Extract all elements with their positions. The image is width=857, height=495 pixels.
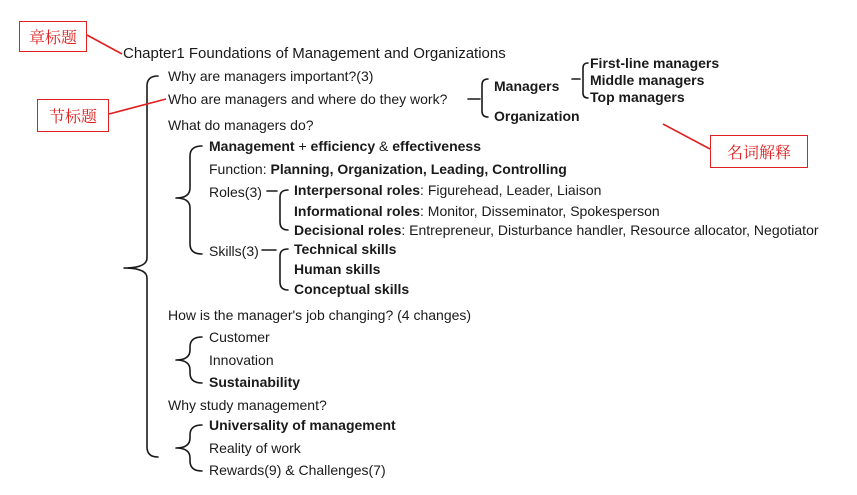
what-bracket: [176, 146, 202, 254]
role-interpersonal: [294, 181, 601, 199]
level-middle: Middle managers: [590, 72, 705, 88]
term-management: Management: [209, 138, 295, 154]
role-informational: [294, 202, 660, 220]
term-effectiveness: effectiveness: [392, 138, 481, 154]
role-name: Informational roles: [294, 203, 421, 219]
who-bracket: [468, 79, 488, 117]
section-what-do-managers-do: What do managers do?: [168, 117, 314, 133]
role-decisional: [294, 221, 819, 239]
function-list: Planning, Organization, Leading, Controlling: [270, 161, 567, 177]
change-innovation: Innovation: [209, 352, 274, 368]
ampersand: &: [375, 138, 393, 154]
skills-bracket: [262, 249, 288, 290]
level-top: Top managers: [590, 89, 685, 105]
skills-label: Skills(3): [209, 243, 259, 259]
role-name: Decisional roles: [294, 222, 402, 238]
section-why-study: Why study management?: [168, 397, 327, 413]
terms-callout-line: [663, 124, 710, 149]
role-desc: : Entrepreneur, Disturbance handler, Resource allocator, Negotiator: [401, 222, 819, 238]
roles-label: Roles(3): [209, 184, 262, 200]
plus-sign: +: [294, 138, 311, 154]
function-label: Function:: [209, 161, 271, 177]
study-bracket: [176, 425, 202, 471]
section-who-are-managers: Who are managers and where do they work?: [168, 91, 448, 107]
chapter-title-callout: 章标题: [19, 21, 87, 52]
chapter-callout-line: [87, 35, 122, 54]
term-organization: Organization: [494, 108, 580, 124]
change-sustainability: Sustainability: [209, 374, 301, 390]
term-efficiency: efficiency: [310, 138, 376, 154]
study-universality: Universality of management: [209, 417, 396, 433]
section-title-callout: 节标题: [37, 99, 109, 132]
roles-bracket: [267, 190, 288, 230]
skill-conceptual: Conceptual skills: [294, 281, 410, 297]
section-job-changing: How is the manager's job changing? (4 changes): [168, 307, 472, 323]
levels-bracket: [572, 63, 588, 98]
role-desc: : Monitor, Disseminator, Spokesperson: [420, 203, 660, 219]
term-managers: Managers: [494, 78, 560, 94]
role-desc: : Figurehead, Leader, Liaison: [420, 182, 602, 198]
terms-callout: 名词解释: [710, 135, 808, 168]
skill-technical: Technical skills: [294, 241, 397, 257]
chapter-title: Chapter1 Foundations of Management and Organizations: [123, 45, 506, 62]
section-why-important: Why are managers important?(3): [168, 68, 374, 84]
change-customer: Customer: [209, 329, 270, 345]
section-callout-line: [109, 99, 166, 114]
skill-human: Human skills: [294, 261, 381, 277]
role-name: Interpersonal roles: [294, 182, 421, 198]
study-reality: Reality of work: [209, 440, 301, 456]
main-bracket: [124, 76, 158, 457]
level-first-line: First-line managers: [590, 55, 720, 71]
management-definition: [209, 137, 481, 155]
changing-bracket: [176, 337, 202, 383]
management-functions: [209, 160, 567, 178]
study-rewards: Rewards(9) & Challenges(7): [209, 462, 386, 478]
